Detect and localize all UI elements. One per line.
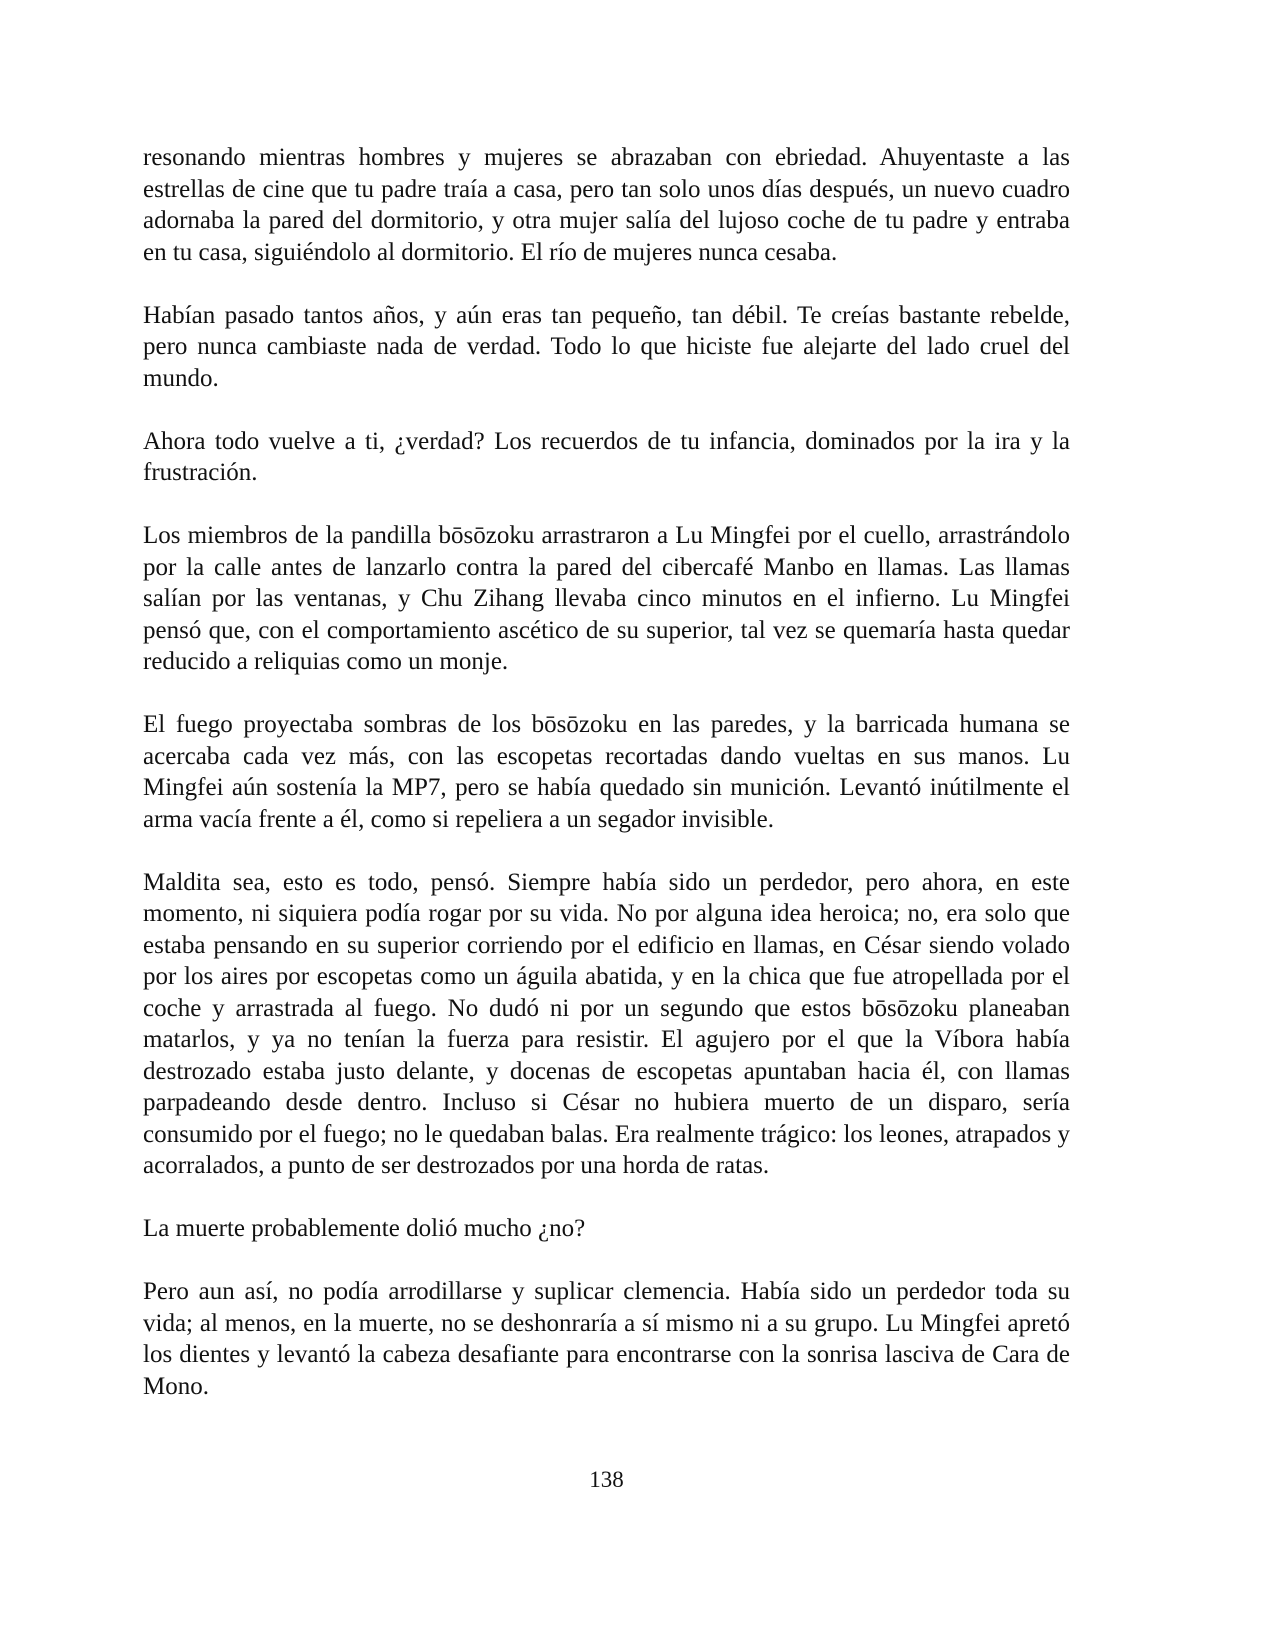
page-body [143, 142, 1070, 1434]
paragraph: Pero aun así, no podía arrodillarse y suplicar clemencia. Había sido un perdedor toda su vida; al menos, en la muerte, no se deshonraría a sí mismo ni a su grupo. Lu Mingfei apretó los dientes y levantó la cabeza desafiante para encontrarse con la sonrisa lasciva de Cara de Mono. [143, 1278, 1070, 1400]
paragraph: Maldita sea, esto es todo, pensó. Siempre había sido un perdedor, pero ahora, en este momento, ni siquiera podía rogar por su vida. No por alguna idea heroica; no, era solo que estaba pensando en su superior corriendo por el edificio en llamas, en César siendo volado por los aires por escopetas como un águila abatida, y en la chica que fue atropellada por el coche y arrastrada al fuego. No dudó ni por un segundo que estos bōsōzoku planeaban matarlos, y ya no tenían la fuerza para resistir. El agujero por el que la Víbora había destrozado estaba justo delante, y docenas de escopetas apuntaban hacia él, con llamas parpadeando desde dentro. Incluso si César no hubiera muerto de un disparo, sería consumido por el fuego; no le quedaban balas. Era realmente trágico: los leones, atrapados y acorralados, a punto de ser destrozados por una horda de ratas. [143, 868, 1070, 1179]
paragraph: Los miembros de la pandilla bōsōzoku arrastraron a Lu Mingfei por el cuello, arrastrándolo por la calle antes de lanzarlo contra la pared del cibercafé Manbo en llamas. Las llamas salían por las ventanas, y Chu Zihang llevaba cinco minutos en el infierno. Lu Mingfei pensó que, con el comportamiento ascético de su superior, tal vez se quemaría hasta quedar reducido a reliquias como un monje. [143, 522, 1070, 675]
page-number: 138 [589, 1467, 624, 1492]
paragraph: Ahora todo vuelve a ti, ¿verdad? Los recuerdos de tu infancia, dominados por la ira y la frustración. [143, 427, 1070, 486]
paragraph: La muerte probablemente dolió mucho ¿no? [143, 1215, 586, 1242]
paragraph: resonando mientras hombres y mujeres se abrazaban con ebriedad. Ahuyentaste a las estrellas de cine que tu padre traía a casa, pero tan solo unos días después, un nuevo cuadro adornaba la pared del dormitorio, y otra mujer salía del lujoso coche de tu padre y entraba en tu casa, siguiéndolo al dormitorio. El río de mujeres nunca cesaba. [143, 144, 1070, 266]
paragraph: El fuego proyectaba sombras de los bōsōzoku en las paredes, y la barricada humana se acercaba cada vez más, con las escopetas recortadas dando vueltas en sus manos. Lu Mingfei aún sostenía la MP7, pero se había quedado sin munición. Levantó inútilmente el arma vacía frente a él, como si repeliera a un segador invisible. [143, 711, 1070, 833]
paragraph: Habían pasado tantos años, y aún eras tan pequeño, tan débil. Te creías bastante rebelde, pero nunca cambiaste nada de verdad. Todo lo que hiciste fue alejarte del lado cruel del mundo. [143, 301, 1070, 392]
